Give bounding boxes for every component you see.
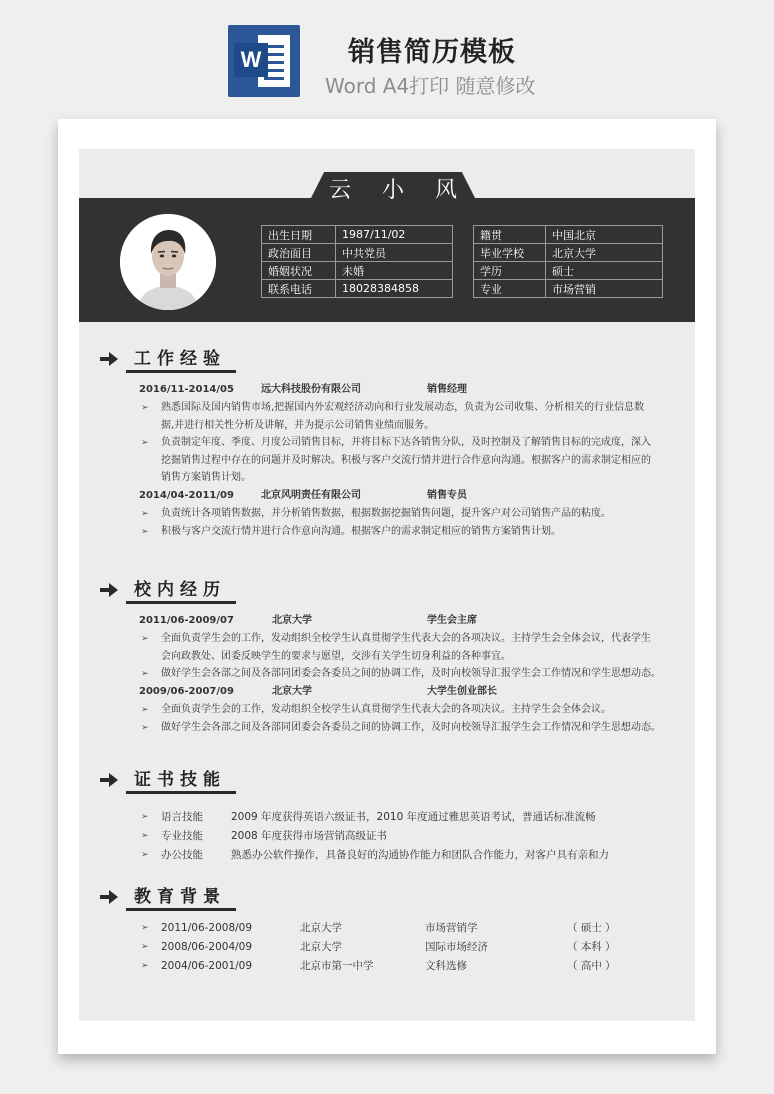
entry-role: 学生会主席	[427, 615, 477, 626]
info-value: 中共党员	[336, 244, 453, 262]
edu-school: 北京市第一中学	[300, 960, 374, 972]
bullet-text: 全面负责学生会的工作，发动组织全校学生认真贯彻学生代表大会的各项决议。主持学生会全体会议。	[161, 704, 611, 715]
info-row	[262, 262, 453, 280]
edu-date: 2004/06-2001/09	[161, 960, 253, 972]
chevron-right-icon: ➢	[141, 722, 149, 733]
entry-date: 2016/11-2014/05	[139, 384, 234, 395]
skill-label: 办公技能	[161, 849, 203, 861]
edu-major: 国际市场经济	[425, 941, 488, 953]
skill-text: 2008 年度获得市场营销高级证书	[231, 830, 388, 842]
chevron-right-icon: ➢	[141, 669, 149, 679]
arrow-right-icon	[100, 772, 118, 786]
section-title: 校内经历	[134, 580, 226, 600]
arrow-right-icon	[100, 582, 118, 596]
info-row	[474, 244, 663, 262]
bullet-text: 积极与客户交流行情并进行合作意向沟通。根据客户的需求制定相应的销售方案销售计划。	[161, 525, 561, 537]
info-label: 毕业学校	[474, 244, 546, 262]
section-header-work	[100, 344, 300, 372]
entry-org: 北京大学	[272, 615, 312, 626]
info-row	[262, 280, 453, 298]
section-underline	[126, 601, 236, 604]
info-label: 籍贯	[474, 226, 546, 244]
chevron-right-icon: ➢	[141, 705, 149, 715]
info-label: 学历	[474, 262, 546, 280]
entry-role: 销售专员	[427, 490, 467, 501]
info-value: 市场营销	[546, 280, 663, 298]
skill-label: 语言技能	[161, 811, 203, 823]
chevron-right-icon: ➢	[141, 923, 149, 933]
info-row	[262, 244, 453, 262]
edu-school: 北京大学	[300, 941, 342, 953]
section-header-education	[100, 882, 300, 910]
info-label: 专业	[474, 280, 546, 298]
info-value: 18028384858	[336, 280, 453, 298]
entry-date: 2009/06-2007/09	[139, 686, 234, 697]
info-row	[474, 262, 663, 280]
info-label: 出生日期	[262, 226, 336, 244]
section-header-campus	[100, 575, 300, 603]
bullet-text: 负责统计各项销售数据，并分析销售数据，根据数据挖掘销售问题，提升客户对公司销售产品的粘度。	[161, 508, 611, 519]
arrow-right-icon	[100, 351, 118, 365]
chevron-right-icon: ➢	[141, 509, 149, 519]
chevron-right-icon: ➢	[141, 438, 149, 448]
chevron-right-icon: ➢	[141, 403, 149, 413]
portrait-icon	[120, 214, 216, 310]
info-label: 政治面目	[262, 244, 336, 262]
entry-org: 北京大学	[272, 686, 312, 697]
top-header	[0, 0, 774, 118]
arrow-right-icon	[100, 889, 118, 903]
info-row	[474, 226, 663, 244]
bullet-text: 据,并进行相关性分析及讲解，并为提示公司销售业绩而服务。	[161, 419, 435, 431]
edu-school: 北京大学	[300, 922, 342, 934]
personal-info-table	[261, 225, 453, 298]
education-info-table	[473, 225, 663, 298]
avatar	[120, 214, 216, 310]
bullet-text: 挖掘销售过程中存在的问题并及时解决。积极与客户交流行情并进行合作意向沟通。根据客户的需求制定相应的	[161, 454, 651, 466]
skill-label: 专业技能	[161, 830, 203, 842]
info-row	[474, 280, 663, 298]
skill-text: 2009 年度获得英语六级证书，2010 年度通过雅思英语考试，普通话标准流畅	[231, 811, 596, 823]
skill-text: 熟悉办公软件操作，具备良好的沟通协作能力和团队合作能力，对客户具有亲和力	[231, 849, 609, 861]
bullet-text: 会向政教处、团委反映学生的要求与愿望，交涉有关学生切身利益的各种事宜。	[161, 650, 511, 662]
edu-major: 市场营销学	[425, 922, 478, 934]
info-row	[262, 226, 453, 244]
info-value: 1987/11/02	[336, 226, 453, 244]
section-underline	[126, 370, 236, 373]
edu-date: 2008/06-2004/09	[161, 941, 253, 953]
edu-date: 2011/06-2008/09	[161, 922, 253, 934]
info-label: 婚姻状况	[262, 262, 336, 280]
entry-org: 北京风明责任有限公司	[261, 490, 361, 501]
logo-letter: W	[234, 43, 268, 77]
entry-role: 大学生创业部长	[427, 686, 497, 697]
info-value: 硕士	[546, 262, 663, 280]
entry-org: 远大科技股份有限公司	[261, 384, 361, 395]
section-title: 工作经验	[134, 349, 226, 369]
bullet-text: 熟悉国际及国内销售市场,把握国内外宏观经济动向和行业发展动态，负责为公司收集、分析相关的行业信息数	[161, 402, 645, 413]
page-subtitle: Word A4打印 随意修改	[325, 74, 536, 98]
info-value: 未婚	[336, 262, 453, 280]
edu-degree: （ 硕士 ）	[567, 922, 616, 934]
chevron-right-icon: ➢	[141, 961, 149, 971]
chevron-right-icon: ➢	[141, 812, 149, 822]
chevron-right-icon: ➢	[141, 831, 149, 841]
word-logo-icon	[228, 25, 300, 97]
chevron-right-icon: ➢	[141, 634, 149, 644]
section-underline	[126, 791, 236, 794]
bullet-text: 做好学生会各部之间及各部同团委会各委员之间的协调工作，及时向校领导汇报学生会工作情况和学生思想动态。	[161, 721, 661, 733]
entry-role: 销售经理	[427, 384, 467, 395]
entry-date: 2014/04-2011/09	[139, 490, 234, 501]
section-underline	[126, 908, 236, 911]
chevron-right-icon: ➢	[141, 942, 149, 952]
page-title: 销售简历模板	[348, 37, 516, 68]
info-value: 北京大学	[546, 244, 663, 262]
section-title: 证书技能	[134, 770, 226, 790]
bullet-text: 做好学生会各部之间及各部同团委会各委员之间的协调工作，及时向校领导汇报学生会工作情况和学生思想动态。	[161, 668, 661, 679]
section-header-skills	[100, 765, 300, 793]
bullet-text: 全面负责学生会的工作，发动组织全校学生认真贯彻学生代表大会的各项决议。主持学生会全体会议，代表学生	[161, 633, 651, 644]
candidate-name: 云 小 风	[329, 178, 469, 203]
edu-degree: （ 高中 ）	[567, 960, 616, 972]
entry-date: 2011/06-2009/07	[139, 615, 234, 626]
chevron-right-icon: ➢	[141, 526, 149, 537]
bullet-text: 负责制定年度、季度、月度公司销售目标，并将目标下达各销售分队，及时控制及了解销售目标的完成度，深入	[161, 437, 651, 448]
bullet-text: 销售方案销售计划。	[161, 472, 251, 483]
section-title: 教育背景	[134, 887, 226, 907]
chevron-right-icon: ➢	[141, 850, 149, 860]
info-value: 中国北京	[546, 226, 663, 244]
edu-degree: （ 本科 ）	[567, 941, 616, 953]
edu-major: 文科选修	[425, 960, 467, 972]
info-label: 联系电话	[262, 280, 336, 298]
